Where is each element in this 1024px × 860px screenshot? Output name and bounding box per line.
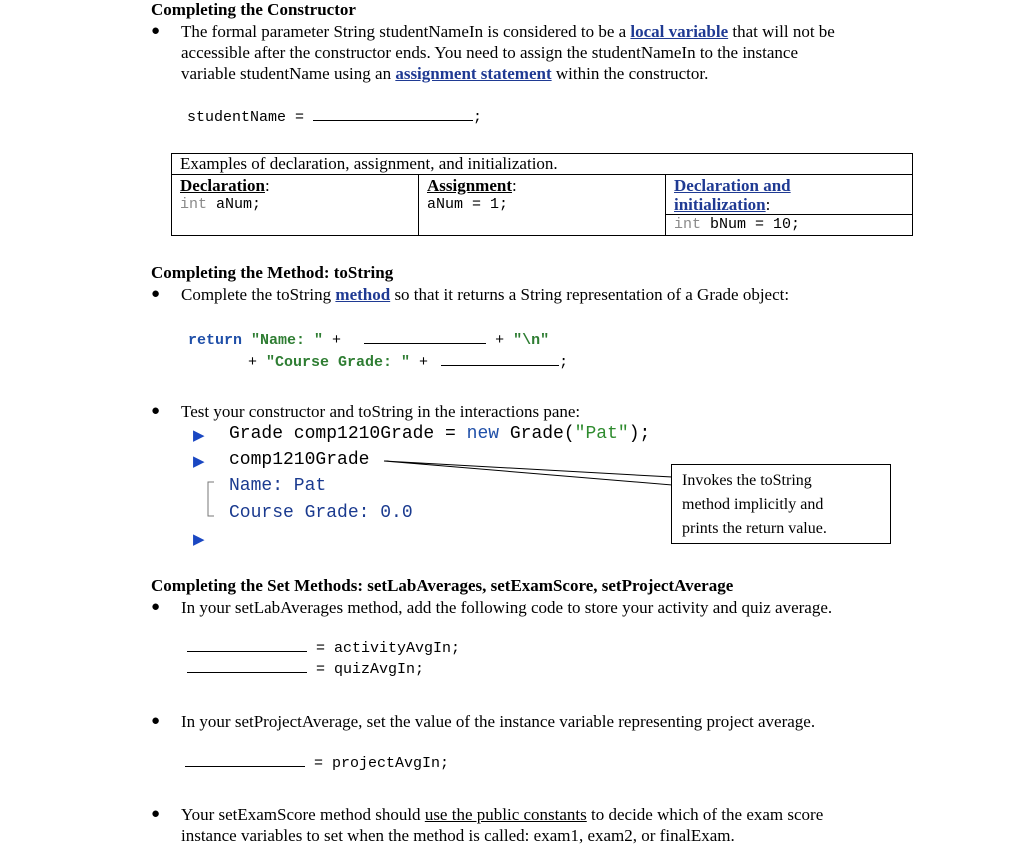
code-text: + [248,354,267,371]
paragraph-line: In your setLabAverages method, add the following code to store your activity and quiz average. [181,598,833,617]
public-constants-link[interactable]: use the public constants [424,805,587,824]
paragraph-line [181,804,823,825]
code-course-line [248,351,568,371]
code-string: "Name: " [251,332,324,349]
paragraph-line: In your setProjectAverage, set the value of the instance variable representing project average. [181,712,816,731]
fill-blank [441,351,559,366]
table-cell-decl-init [666,175,913,236]
text: within the constructor. [551,64,709,83]
prompt-triangle-icon: ▶ [193,454,205,470]
code-text: bNum = 10; [701,216,801,233]
table-cell-declaration [172,175,419,236]
code-text: = quizAvgIn; [316,661,425,678]
fill-blank [187,637,307,652]
table-caption: Examples of declaration, assignment, and initialization. [172,154,913,175]
fill-blank [185,752,305,767]
decl-init-title: Declaration and [674,176,791,195]
text: The formal parameter String studentNameIn is considered to be a [181,22,631,41]
code-text: Grade comp1210Grade = [229,424,467,444]
callout-text: method implicitly and [682,496,824,513]
table-cell-assignment [419,175,666,236]
callout-box [671,464,891,544]
bullet-dot: ● [151,806,161,822]
paragraph-line [181,63,708,84]
text: : [264,176,270,195]
code-text: + [410,354,429,371]
text: : [512,176,517,195]
code-text: ; [559,354,569,371]
callout-text: Invokes the toString [682,472,812,489]
code-text: aNum = 1; [427,196,509,213]
code-project-avg [185,752,449,772]
callout-text: prints the return value. [682,520,827,537]
code-text: + [323,332,342,349]
fill-blank [187,658,307,673]
code-student-name [187,106,482,126]
local-variable-link[interactable]: local variable [630,22,729,41]
callout-pointer [380,455,680,495]
code-string: "Pat" [574,424,629,444]
paragraph-line: instance variables to set when the method is called: exam1, exam2, or finalExam. [181,826,735,845]
code-text: aNum; [207,196,262,213]
interaction-line-2: comp1210Grade [229,450,370,470]
code-string: "\n" [513,332,550,349]
prompt-triangle-icon: ▶ [193,428,205,444]
text: variable studentName using an [181,64,396,83]
text: Your setExamScore method should [181,805,425,824]
code-text: + [495,332,514,349]
bullet-dot: ● [151,286,161,302]
text: to decide which of the exam score [586,805,824,824]
bullet-dot: ● [151,599,161,615]
text: that will not be [728,22,835,41]
code-return-line [188,329,549,349]
code-text: ); [628,424,651,444]
code-text: Grade( [499,424,575,444]
code-string: "Course Grade: " [266,354,411,371]
fill-blank [313,106,473,121]
output-course-grade: Course Grade: 0.0 [229,503,413,523]
interactions-text: Test your constructor and toString in the interactions pane: [181,402,581,421]
method-link[interactable]: method [335,285,391,304]
code-text: studentName = [187,109,314,126]
code-text: = activityAvgIn; [316,640,461,657]
heading-constructor: Completing the Constructor [151,0,356,19]
heading-set-methods: Completing the Set Methods: setLabAverages, setExamScore, setProjectAverage [151,576,734,595]
paragraph-line: accessible after the constructor ends. You need to assign the studentNameIn to the instance [181,43,799,62]
text: so that it returns a String representation of a Grade object: [390,285,790,304]
output-name: Name: Pat [229,476,327,496]
heading-tostring: Completing the Method: toString [151,263,394,282]
keyword: int [180,196,208,213]
code-text: ; [473,109,483,126]
declaration-title: Declaration [180,176,265,195]
prompt-triangle-icon: ▶ [193,532,205,548]
bullet-dot: ● [151,23,161,39]
code-activity-avg [187,637,460,657]
examples-table [171,153,913,236]
decl-init-title-2: initialization [674,195,766,214]
text: : [765,195,771,214]
code-text: = projectAvgIn; [314,755,450,772]
output-bracket-icon [200,476,230,522]
keyword: int [674,216,702,233]
assignment-statement-link[interactable]: assignment statement [395,64,552,83]
paragraph-line [181,21,835,42]
code-quiz-avg [187,658,424,678]
text: Complete the toString [181,285,336,304]
return-keyword: return [188,332,243,349]
assignment-title: Assignment [427,176,513,195]
paragraph-line [181,284,789,305]
bullet-dot: ● [151,713,161,729]
interaction-line-1 [229,424,650,444]
new-keyword: new [466,424,500,444]
bullet-dot: ● [151,403,161,419]
fill-blank [364,329,486,344]
